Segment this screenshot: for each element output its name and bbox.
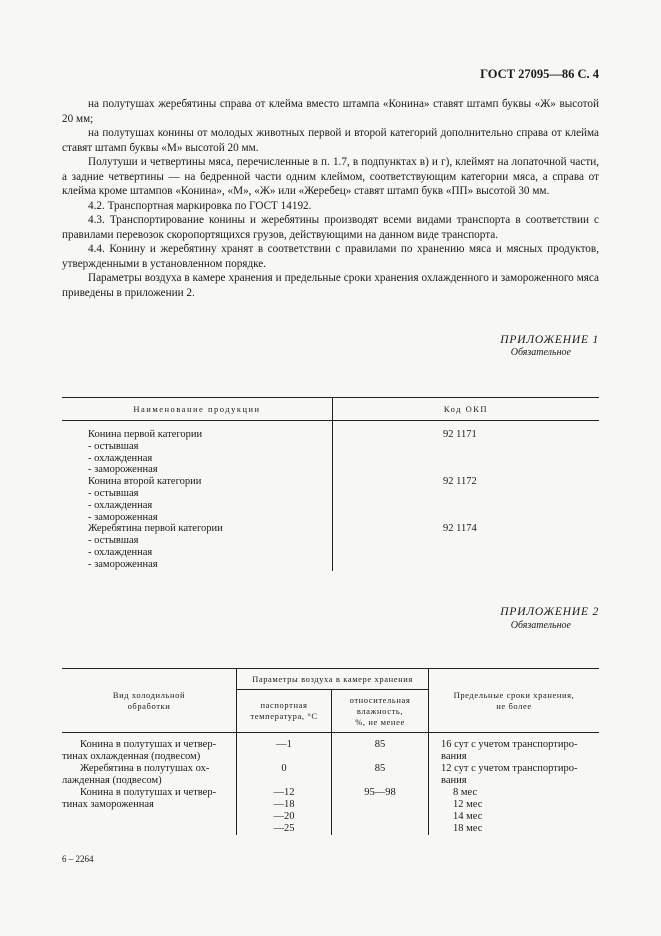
page-header: ГОСТ 27095—86 С. 4: [480, 67, 599, 81]
product-item: - охлажденная: [88, 546, 153, 558]
table-row: Конина в полутушах и четвер- тинах охлажденная (подвесом) —1 85 16 сут с учетом транспортиро- вания: [62, 733, 599, 764]
paragraph: 4.3. Транспортирование конины и жеребятины производят всеми видами транспорта в соответствии с правилами перевозок скоропортящихся грузов, действующими на данном виде транспорта.: [62, 214, 599, 241]
appendix1-title: ПРИЛОЖЕНИЕ 1: [500, 334, 599, 346]
product-item: - замороженная: [88, 558, 158, 570]
okp-code: 92 1174: [443, 523, 477, 535]
footer-code: 6 – 2264: [62, 854, 94, 864]
okp-code: 92 1171: [443, 429, 477, 440]
paragraph: 4.4. Конину и жеребятину хранят в соответствии с правилами по хранению мяса и мясных продуктов, утвержденными в установленном порядке.: [62, 243, 599, 270]
product-item: - охлажденная: [88, 452, 153, 464]
product-column: [62, 421, 333, 571]
paragraph: Параметры воздуха в камере хранения и предельные сроки хранения охлажденного и замороженного мяса приведены в приложении 2.: [62, 272, 599, 299]
col-header-temperature: паспортная температура, °С: [237, 690, 332, 733]
product-name: Жеребятина первой категории: [88, 523, 223, 535]
col-header-humidity: относительная влажность, %, не менее: [332, 690, 429, 733]
table-row: Жеребятина в полутушах ох- лажденная (подвесом) 0 85 12 сут с учетом транспортиро- вания: [62, 763, 599, 787]
product-name: Конина второй категории: [88, 476, 202, 488]
appendix2-title: ПРИЛОЖЕНИЕ 2: [500, 606, 599, 618]
paragraph: на полутушах жеребятины справа от клейма вместо штампа «Конина» ставят штамп буквы «Ж» высотой 20 мм;: [62, 98, 599, 125]
appendix1-subtitle: Обязательное: [510, 347, 571, 358]
product-item: - замороженная: [88, 464, 158, 476]
table-row: Конина в полутушах и четвер- тинах замороженная —12 —18 —20 —25 95—98 8 мес 12 мес 14 мес 18 мес: [62, 787, 599, 835]
okp-code: 92 1172: [443, 476, 477, 488]
appendix2-subtitle: Обязательное: [510, 620, 571, 631]
body-text: [62, 97, 599, 300]
product-item: - остывшая: [88, 487, 139, 499]
appendix2-table: [62, 668, 599, 835]
paragraph: Полутуши и четвертины мяса, перечисленные в п. 1.7, в подпунктах в) и г), клеймят на лопаточной части, а задние четвертины — на бедренной части одним клеймом, соответствующим категории мяса, а справа от клейма кроме штампов «Конина», «М», «Ж» или «Жеребец» ставят штамп букв «ПП» высотой 30 мм.: [62, 156, 599, 197]
code-column: [333, 421, 600, 571]
product-item: - охлажденная: [88, 499, 153, 511]
col-header-params: Параметры воздуха в камере хранения: [237, 669, 429, 690]
col-header-limits: Предельные сроки хранения, не более: [429, 669, 600, 733]
paragraph: 4.2. Транспортная маркировка по ГОСТ 14192.: [88, 199, 312, 212]
product-item: - остывшая: [88, 535, 139, 547]
col-header-code: Код ОКП: [333, 398, 600, 421]
product-name: Конина первой категории: [88, 429, 203, 440]
paragraph: на полутушах конины от молодых животных первой и второй категорий дополнительно справа от клейма ставят штамп буквы «М» высотой 20 мм.: [62, 127, 599, 154]
product-item: - замороженная: [88, 511, 158, 523]
col-header-product: Наименование продукции: [62, 398, 333, 421]
appendix1-table: [62, 397, 599, 571]
col-header-treatment: Вид холодильной обработки: [62, 669, 237, 733]
product-item: - остывшая: [88, 440, 139, 452]
